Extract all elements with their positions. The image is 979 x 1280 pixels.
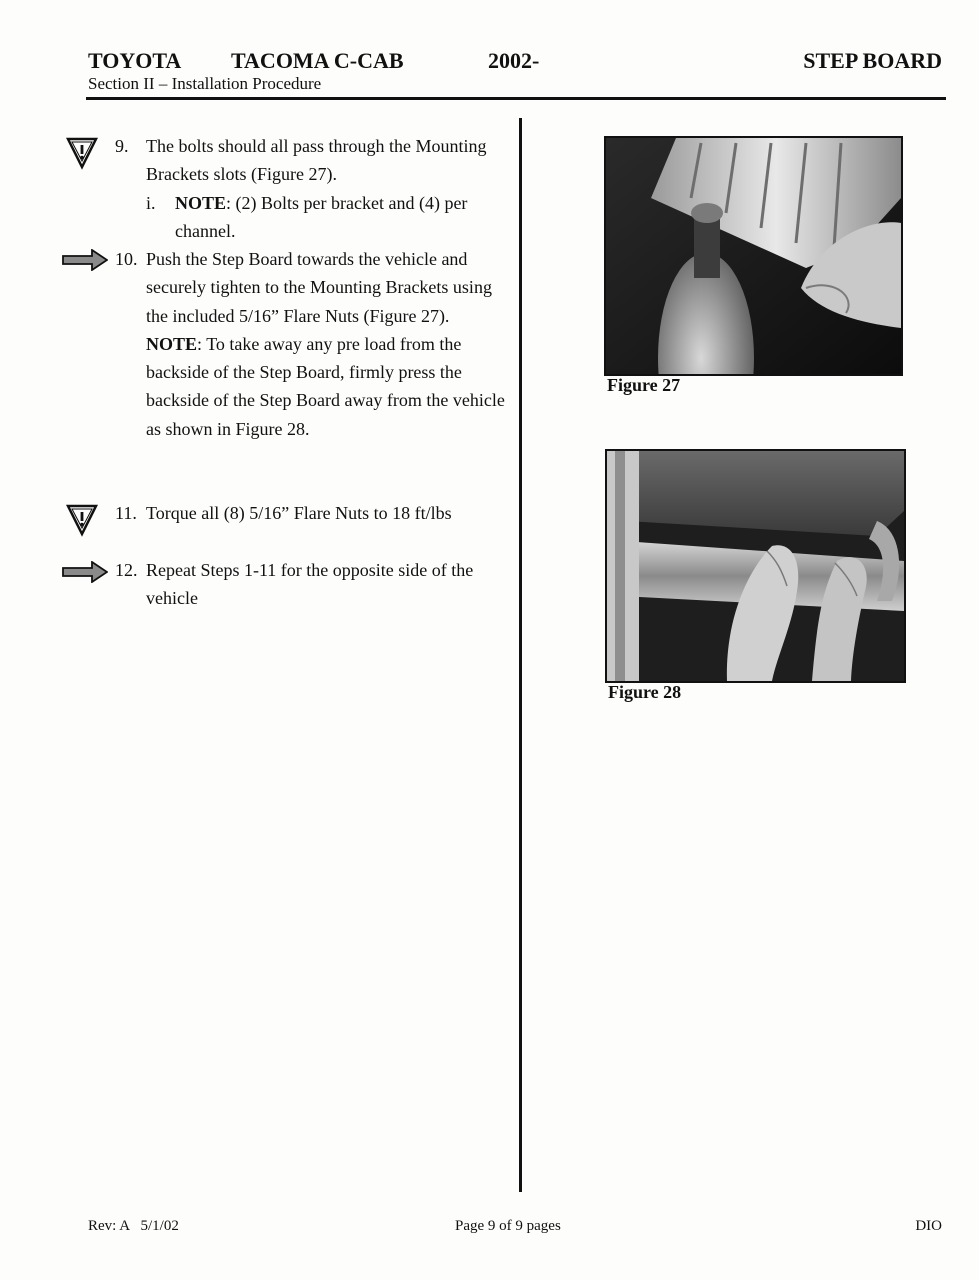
header-make: TOYOTA <box>88 48 182 73</box>
step-text: Push the Step Board towards the vehicle and securely tighten to the Mounting Brackets using the included 5/16” Flare Nuts (Figure 27). <box>146 249 492 326</box>
section-title: Section II – Installation Procedure <box>88 74 322 93</box>
step-text: Torque all (8) 5/16” Flare Nuts to 18 ft/lbs <box>146 503 452 523</box>
sub-marker: i. <box>146 192 156 213</box>
note-text: : To take away any pre load from the backside of the Step Board, firmly press the backside of the Step Board away from the vehicle as shown in Figure 28. <box>146 333 505 439</box>
step-10 <box>115 245 510 443</box>
footer-page-number: Page 9 of 9 pages <box>455 1218 561 1234</box>
note-label: NOTE <box>175 192 227 213</box>
step-11 <box>115 499 510 527</box>
header-model: TACOMA C-CAB <box>231 48 404 73</box>
header-divider <box>86 97 946 100</box>
footer-revision: Rev: A 5/1/02 <box>88 1218 179 1234</box>
header-product: STEP BOARD <box>803 48 942 73</box>
warning-triangle-icon <box>66 503 98 537</box>
arrow-right-icon <box>62 249 108 271</box>
step-9 <box>115 132 510 245</box>
footer-code: DIO <box>915 1218 942 1234</box>
figure-27-caption: Figure 27 <box>607 375 681 395</box>
figure-27-photo <box>604 136 903 376</box>
figure-28-photo <box>605 449 906 683</box>
step-number: 12. <box>115 560 138 580</box>
step-number: 10. <box>115 249 138 269</box>
warning-triangle-icon <box>66 136 98 170</box>
step-text: Repeat Steps 1-11 for the opposite side of the vehicle <box>146 560 474 609</box>
header-year: 2002- <box>488 48 540 73</box>
step-number: 11. <box>115 503 137 523</box>
figure-28-caption: Figure 28 <box>608 682 682 702</box>
step-number: 9. <box>115 136 129 156</box>
arrow-right-icon <box>62 561 108 583</box>
column-divider <box>519 118 522 1192</box>
note-text: : (2) Bolts per bracket and (4) per channel. <box>175 192 468 241</box>
step-10-note <box>146 330 510 443</box>
step-9-note <box>146 189 510 246</box>
step-12 <box>115 556 510 613</box>
note-label: NOTE <box>146 333 198 354</box>
step-text: The bolts should all pass through the Mounting Brackets slots (Figure 27). <box>146 136 487 185</box>
